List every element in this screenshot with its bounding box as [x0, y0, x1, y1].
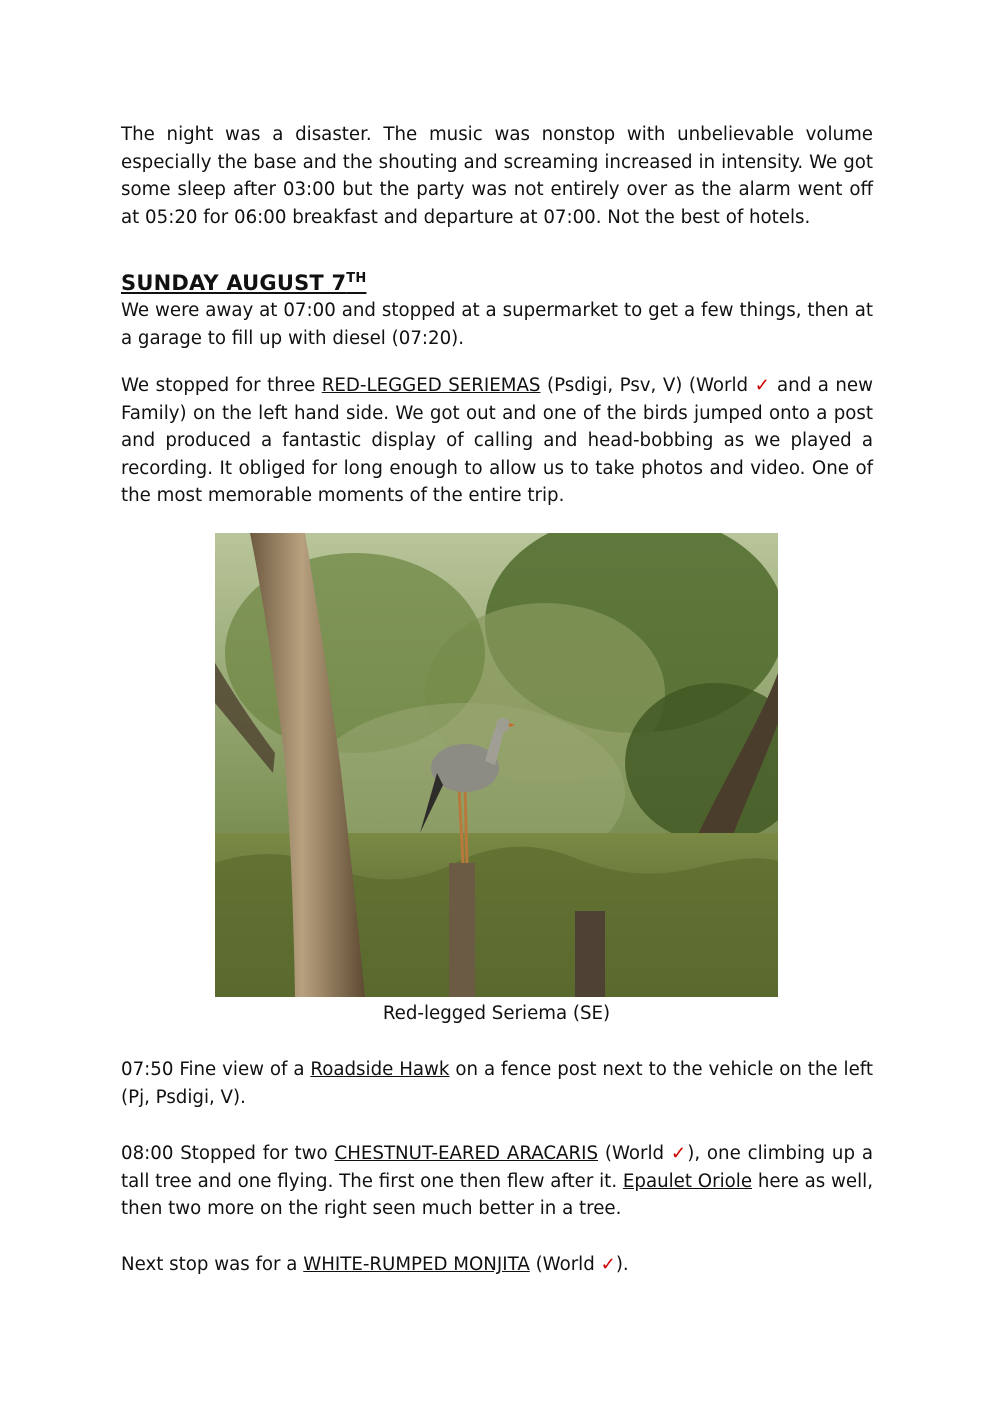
- seriema-photo: [215, 533, 778, 997]
- text-run: (World: [529, 1254, 601, 1275]
- text-run: We stopped for three: [121, 375, 322, 396]
- text-run: (World: [598, 1143, 671, 1164]
- paragraph-night: The night was a disaster. The music was nonstop with unbelievable volume especially the base and the shouting and screaming increased in intensity. We got some sleep after 03:00 but the party was not entirely over as the alarm went off at 05:20 for 06:00 breakfast and departure at 07:00. Not the best of hotels.: [121, 124, 873, 228]
- paragraph-monjita: [121, 1251, 873, 1279]
- tick-icon: ✓: [670, 1143, 688, 1164]
- section-heading: [121, 264, 366, 298]
- species-roadside-hawk: Roadside Hawk: [310, 1059, 450, 1080]
- photo-caption: Red-legged Seriema (SE): [382, 1003, 611, 1024]
- text-run: 07:50 Fine view of a: [121, 1059, 311, 1080]
- paragraph-aracaris: [121, 1140, 873, 1223]
- paragraph-seriemas: [121, 372, 873, 510]
- text-run: and a new Family) on the left hand side. We got out and one of the birds jumped onto a post and produced a fantastic display of calling and head-bobbing as we played a recording. It obliged for long enough to allow us to take photos and video. One of the most memorable moments of the entire trip.: [121, 375, 873, 506]
- heading-text: SUNDAY AUGUST 7: [121, 271, 347, 295]
- species-white-rumped-monjita: WHITE-RUMPED MONJITA: [303, 1254, 530, 1275]
- heading-superscript: TH: [346, 271, 367, 286]
- paragraph-roadside-hawk: [121, 1056, 873, 1111]
- text-run: ), one climbing up a tall tree and one flying. The first one then flew after it.: [121, 1143, 873, 1192]
- paragraph-departure: We were away at 07:00 and stopped at a supermarket to get a few things, then at a garage to fill up with diesel (07:20).: [121, 300, 873, 349]
- text-run: 08:00 Stopped for two: [121, 1143, 335, 1164]
- species-epaulet-oriole: Epaulet Oriole: [622, 1170, 753, 1192]
- text-run: on a fence post next to the vehicle on the left (Pj, Psdigi, V).: [121, 1059, 873, 1108]
- tick-icon: ✓: [754, 375, 771, 396]
- text-run: (Psdigi, Psv, V) (World: [540, 375, 755, 396]
- text-run: here as well, then two more on the right seen much better in a tree.: [121, 1170, 873, 1219]
- text-run: ).: [615, 1254, 629, 1275]
- species-red-legged-seriemas: RED-LEGGED SERIEMAS: [321, 375, 541, 396]
- species-chestnut-eared-aracaris: CHESTNUT-EARED ARACARIS: [334, 1143, 599, 1164]
- tick-icon: ✓: [600, 1254, 616, 1275]
- text-run: Next stop was for a: [121, 1254, 304, 1275]
